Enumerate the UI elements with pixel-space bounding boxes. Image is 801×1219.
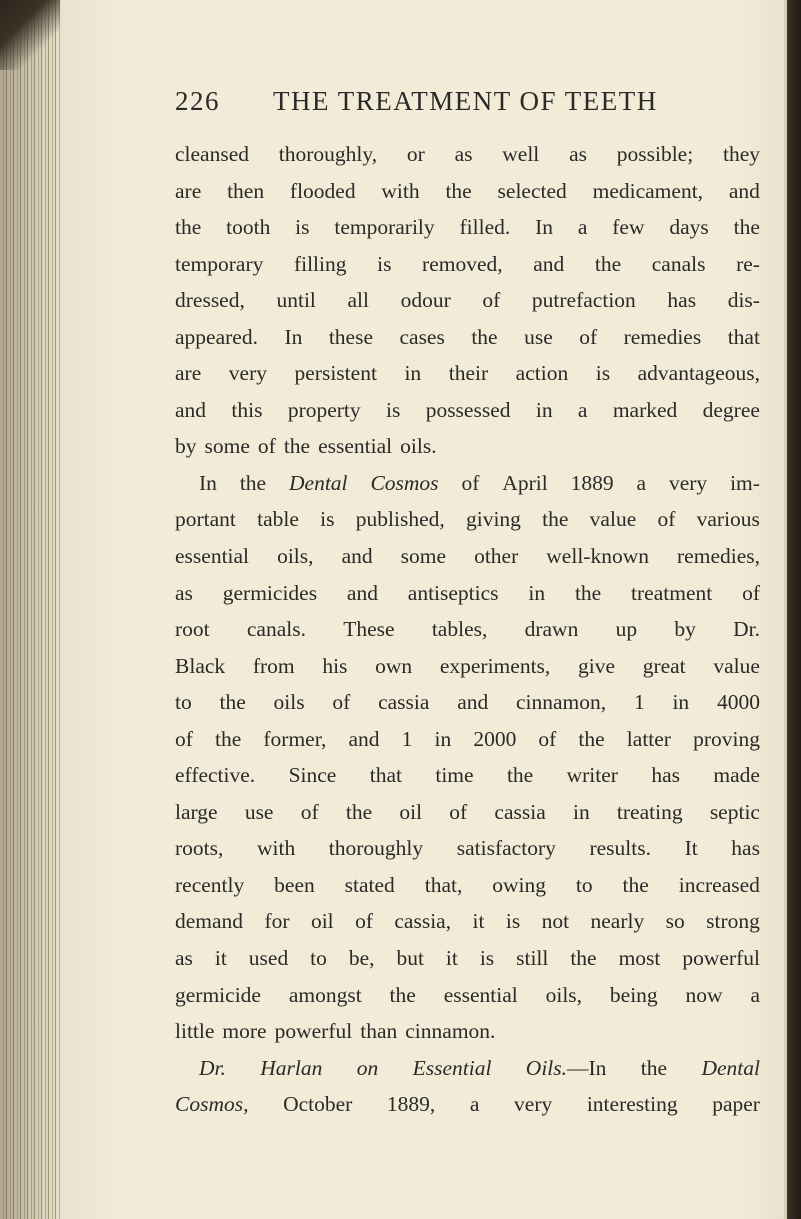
text-line: recently been stated that, owing to the increased (175, 872, 760, 897)
running-header (175, 86, 735, 117)
text-line: to the oils of cassia and cinnamon, 1 in 4000 (175, 690, 760, 715)
text-line: little more powerful than cinnamon. (175, 1019, 496, 1044)
text-line: of the former, and 1 in 2000 of the latter proving (175, 726, 760, 751)
text-line: the tooth is temporarily filled. In a few days the (175, 215, 760, 240)
page-number: 226 (175, 86, 220, 116)
text-line: essential oils, and some other well-known remedies, (175, 544, 760, 569)
text-line: roots, with thoroughly satisfactory results. It has (175, 836, 760, 861)
corner-shadow (0, 0, 60, 70)
text-line: dressed, until all odour of putrefaction has dis- (175, 288, 760, 313)
binding-shadow (0, 0, 62, 1219)
text-line: appeared. In these cases the use of remedies that (175, 324, 760, 349)
text-line: are very persistent in their action is advantageous, (175, 361, 760, 386)
running-title: THE TREATMENT OF TEETH (273, 86, 658, 116)
text-line: as it used to be, but it is still the most powerful (175, 946, 760, 971)
text-line: by some of the essential oils. (175, 434, 437, 459)
text-line: Cosmos, October 1889, a very interesting paper (175, 1092, 760, 1117)
text-line: as germicides and antiseptics in the treatment of (175, 580, 760, 605)
text-line: Dr. Harlan on Essential Oils.—In the Dental (199, 1055, 760, 1080)
right-page-edge-highlight (784, 0, 787, 1219)
text-line: portant table is published, giving the value of various (175, 507, 760, 532)
text-line: effective. Since that time the writer has made (175, 763, 760, 788)
text-line: temporary filling is removed, and the canals re- (175, 251, 760, 276)
text-line: In the Dental Cosmos of April 1889 a very im- (199, 470, 760, 495)
body-text (175, 136, 760, 1123)
text-line: cleansed thoroughly, or as well as possible; they (175, 142, 760, 166)
right-page-edge (787, 0, 801, 1219)
text-line: large use of the oil of cassia in treating septic (175, 799, 760, 824)
text-line: and this property is possessed in a marked degree (175, 397, 760, 422)
text-line: germicide amongst the essential oils, being now a (175, 982, 760, 1007)
text-line: demand for oil of cassia, it is not nearly so strong (175, 909, 760, 934)
text-line: root canals. These tables, drawn up by Dr. (175, 617, 760, 642)
text-line: Black from his own experiments, give great value (175, 653, 760, 678)
text-line: are then flooded with the selected medicament, and (175, 178, 760, 203)
